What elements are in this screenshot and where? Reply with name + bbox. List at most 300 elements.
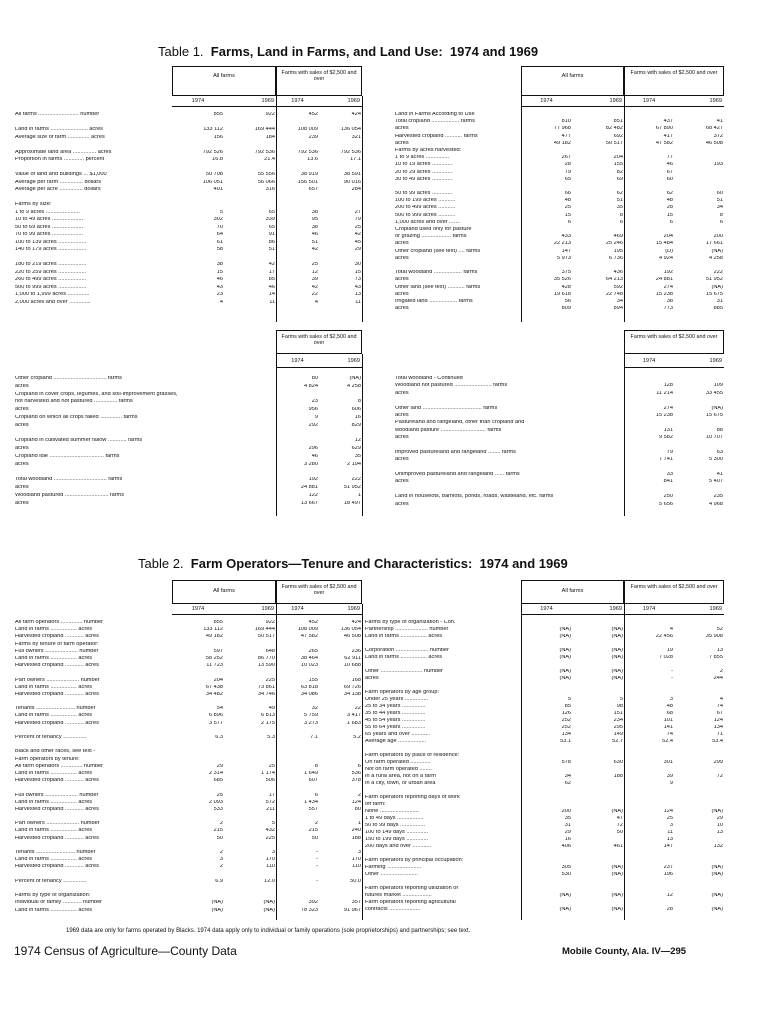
row-value: 66 — [564, 191, 571, 197]
t1-left-divider-2 — [362, 96, 363, 322]
t2-y1969-a: 1969 — [261, 606, 274, 612]
row-value — [224, 886, 276, 893]
row-label — [364, 746, 521, 753]
row-value — [674, 641, 724, 648]
row-value: 74 — [716, 704, 723, 709]
row-value: 43 — [354, 284, 361, 290]
row-value: 592 — [613, 284, 623, 290]
row-label: acres — [365, 676, 379, 681]
row-value — [172, 699, 224, 706]
row-value — [172, 757, 224, 764]
row-value — [624, 753, 674, 760]
row-value: 17 — [268, 792, 275, 798]
t1-lower-right-rule — [624, 367, 724, 368]
row-value: 50 — [216, 835, 223, 841]
table-row — [14, 392, 362, 400]
row-label: Land in farms ................. acres — [15, 627, 93, 633]
table-row — [14, 431, 362, 439]
row-label: Land in farms ................. acres — [15, 857, 93, 863]
row-value — [572, 148, 624, 155]
row-value: 7 028 — [659, 655, 673, 660]
table-row — [14, 656, 362, 663]
row-value: 5 300 — [709, 457, 723, 463]
row-value: 196 — [663, 872, 673, 877]
row-value: 70 — [216, 224, 223, 230]
row-value: 85 — [564, 704, 571, 709]
row-value: 79 — [354, 217, 361, 222]
row-label: Improved pastureland and rangeland ........ farms — [395, 449, 516, 455]
row-value: 63 — [716, 449, 723, 455]
row-value: 6 — [669, 219, 673, 225]
row-label: In a rural area, not on a farm — [365, 774, 436, 779]
table-row — [394, 112, 724, 119]
row-value: 5 407 — [709, 479, 723, 485]
row-value: 41 — [716, 119, 723, 125]
table-row — [14, 642, 362, 649]
row-value: 841 — [663, 479, 673, 485]
table-row — [14, 127, 362, 135]
row-label: Woodland pastured ............................ farms — [15, 492, 125, 498]
row-value: 5 — [219, 209, 223, 215]
table-row — [14, 240, 362, 248]
row-value: 12 — [354, 438, 361, 444]
table-row — [364, 634, 724, 641]
row-value: 80 — [354, 806, 361, 812]
row-value: 91 967 — [343, 907, 361, 913]
row-value: 648 — [265, 648, 275, 654]
row-label: 30 to 49 acres ............. — [395, 176, 453, 182]
row-value — [319, 670, 362, 677]
row-label: Part owners ..................... number — [15, 821, 100, 827]
row-value: 69 — [616, 176, 623, 182]
row-label: Farming ...................... — [365, 865, 422, 870]
row-value: 8 — [314, 763, 318, 769]
row-value: 5 — [619, 697, 623, 702]
row-value: 50.0 — [350, 878, 361, 884]
row-value — [521, 662, 572, 669]
row-value: 155 — [613, 162, 623, 168]
table-row — [14, 864, 362, 871]
row-value: 136 054 — [340, 127, 361, 132]
row-value: 67 438 — [205, 684, 223, 690]
table-row — [364, 774, 724, 781]
row-value: 124 — [351, 799, 361, 805]
row-value: 10 707 — [705, 435, 723, 441]
table-row — [364, 718, 724, 725]
table-row — [14, 843, 362, 850]
row-value: 34 — [616, 298, 623, 304]
row-value: (NA) — [611, 627, 623, 632]
table-row — [364, 732, 724, 739]
row-value — [224, 670, 276, 677]
t1-y1974-a: 1974 — [191, 98, 205, 104]
row-label — [14, 470, 276, 478]
row-label: Land in farms ................. acres — [15, 799, 93, 805]
row-value: 477 — [561, 133, 571, 139]
row-label: 1,000 to 1,999 acres .............. — [15, 292, 90, 297]
table-row — [364, 865, 724, 872]
row-value — [624, 227, 674, 234]
row-value: 14 — [268, 292, 275, 297]
row-value: 3 — [669, 697, 673, 702]
row-value: 4 — [719, 697, 723, 702]
row-label — [14, 785, 172, 792]
row-value: 3 273 — [304, 720, 318, 726]
row-value: 792 536 — [254, 149, 275, 155]
row-value: 13 — [716, 830, 723, 835]
row-value: 50 708 — [205, 172, 223, 177]
row-value — [624, 767, 674, 774]
row-value: (NA) — [711, 865, 723, 870]
row-label: All farm operators .............. number — [15, 763, 103, 769]
row-value: 809 — [561, 306, 571, 312]
row-value: 339 — [265, 217, 275, 222]
row-value: 321 — [351, 134, 361, 140]
row-value — [624, 487, 674, 494]
row-value: 222 — [713, 270, 723, 276]
row-value: 204 — [613, 155, 623, 161]
t2-right-header-rule — [521, 614, 724, 615]
row-value: 2 — [219, 850, 223, 855]
row-value — [276, 470, 319, 478]
table-row — [14, 814, 362, 821]
row-label — [394, 465, 624, 472]
row-value: 132 — [713, 844, 723, 849]
table-row — [14, 202, 362, 210]
row-value: 225 — [265, 835, 275, 841]
row-value: 19 — [666, 648, 673, 653]
row-label: Average age .................. — [365, 739, 427, 744]
row-value: 851 — [613, 119, 623, 125]
row-value: (NA) — [711, 893, 723, 898]
row-value: 885 — [713, 306, 723, 312]
row-value — [624, 465, 674, 472]
row-value — [172, 165, 224, 173]
table-row — [394, 465, 724, 472]
table-row — [14, 886, 362, 893]
row-value — [276, 670, 319, 677]
t1-y1974-b: 1974 — [291, 98, 304, 104]
row-value: 215 — [213, 828, 223, 834]
row-value: 533 — [213, 806, 223, 812]
table-row — [14, 446, 362, 454]
row-label: 140 to 179 acres .................. — [15, 247, 87, 252]
footer-county-page: Mobile County, Ala. IV—295 — [562, 946, 687, 957]
table-row — [364, 739, 724, 746]
row-value: 133 112 — [203, 127, 223, 132]
row-value — [521, 683, 572, 690]
table-row — [14, 793, 362, 800]
row-value: 2 — [219, 864, 223, 870]
table-row — [14, 462, 362, 470]
row-label — [364, 641, 521, 648]
row-value: 63 818 — [300, 684, 318, 690]
row-value: 437 — [663, 119, 673, 125]
table-row — [364, 767, 724, 774]
row-value: 52.4 — [662, 739, 673, 744]
table1-right-block — [394, 112, 724, 313]
row-value — [224, 202, 276, 210]
row-label: acres — [395, 291, 409, 297]
row-value — [624, 662, 674, 669]
table-row — [14, 470, 362, 478]
row-value — [319, 893, 362, 900]
table-row — [364, 753, 724, 760]
t1r-header-allfarms: All farms — [561, 73, 584, 79]
row-label: Land in farms ................. acres — [365, 634, 443, 639]
row-value: 792 536 — [297, 149, 318, 155]
row-value — [319, 843, 362, 850]
table-row — [14, 713, 362, 720]
table-row — [394, 241, 724, 248]
row-value: 424 — [351, 112, 361, 117]
table-row — [364, 704, 724, 711]
row-value: 15 675 — [705, 412, 723, 418]
table-row — [14, 384, 362, 392]
row-value: 922 — [265, 620, 275, 625]
table-row — [394, 126, 724, 133]
row-value: (D) — [665, 248, 673, 254]
row-value: 685 — [213, 778, 223, 784]
t2r-y1974-b: 1974 — [642, 606, 656, 612]
row-value — [521, 879, 572, 886]
row-value — [624, 802, 674, 809]
row-label: Harvested cropland ............ acres — [15, 720, 99, 726]
row-label: acres — [395, 126, 409, 132]
row-value — [172, 814, 224, 821]
row-value: 151 — [613, 711, 623, 716]
row-value: 65 — [268, 224, 275, 230]
row-value: 4 — [314, 299, 318, 305]
table-row — [394, 428, 724, 435]
row-value: 71 — [716, 732, 723, 737]
row-value: 7.1 — [310, 735, 318, 740]
row-value — [276, 893, 319, 900]
row-value: 24 881 — [655, 277, 673, 283]
row-value — [172, 255, 224, 263]
table-row — [14, 407, 362, 415]
row-value: 53.1 — [560, 739, 571, 744]
table-row — [364, 746, 724, 753]
table-row — [364, 760, 724, 767]
t2r-header-sales: Farms with sales of $2,500 and over — [630, 584, 718, 590]
table-row — [394, 306, 724, 313]
row-value: (NA) — [211, 907, 223, 913]
row-label: acres — [395, 457, 409, 463]
row-value — [276, 785, 319, 792]
row-value: 34 138 — [343, 691, 361, 697]
table2-left-block — [14, 620, 362, 915]
row-value — [572, 767, 624, 774]
row-value: 31 — [716, 298, 723, 304]
row-value: 42 — [311, 284, 318, 290]
row-value: 106 051 — [202, 179, 223, 185]
row-value: 52.7 — [612, 739, 623, 744]
row-value: 21.4 — [264, 157, 275, 162]
row-value: 305 — [561, 865, 571, 870]
t1r-y1974-b: 1974 — [642, 98, 656, 104]
row-value: 13 — [354, 292, 361, 297]
t2-header-allfarms: All farms — [213, 588, 235, 594]
table-row — [394, 141, 724, 148]
row-value: 15 484 — [655, 241, 673, 247]
row-value — [172, 670, 224, 677]
row-value: 1 649 — [304, 770, 318, 776]
row-value: 2 — [219, 821, 223, 827]
row-label: 1 to 49 days ................. — [365, 816, 424, 821]
row-label: Other ........................ — [365, 872, 418, 877]
row-value: 124 — [713, 718, 723, 723]
row-value: 62 — [564, 781, 571, 786]
row-value — [521, 900, 572, 907]
row-value: 855 — [213, 620, 223, 625]
row-label — [14, 886, 172, 893]
row-value — [319, 785, 362, 792]
row-value — [276, 843, 319, 850]
row-value: 13 667 — [300, 500, 318, 506]
row-value: 51 952 — [705, 277, 723, 283]
row-value — [572, 858, 624, 865]
row-value: 34 — [716, 205, 723, 211]
row-value: 23 — [311, 399, 318, 405]
row-value: 46 508 — [343, 634, 361, 640]
row-value: 657 — [308, 187, 318, 192]
row-label: 25 to 34 years ............... — [365, 704, 426, 709]
row-value: 32 — [311, 706, 318, 712]
row-value: 25 — [354, 224, 361, 230]
row-value: 3 577 — [209, 720, 223, 726]
row-value: 50 — [311, 835, 318, 841]
row-value: 19 618 — [553, 291, 571, 297]
table-row — [394, 472, 724, 479]
row-label — [14, 872, 172, 879]
table-row — [364, 879, 724, 886]
row-value: 73 861 — [257, 684, 275, 690]
row-value — [521, 227, 572, 234]
row-value — [319, 642, 362, 649]
table-row — [14, 180, 362, 188]
row-value: (NA) — [559, 676, 571, 681]
row-value: 607 — [308, 778, 318, 784]
table-row — [14, 135, 362, 143]
row-value — [674, 376, 724, 383]
row-label: Harvested cropland ............ acres — [15, 691, 99, 697]
row-value — [319, 470, 362, 478]
row-label: Farm operators by principal occupation: — [365, 858, 464, 863]
row-label: 35 to 44 years ............... — [365, 711, 426, 716]
row-value: 375 — [561, 270, 571, 276]
row-value: 38 — [311, 224, 318, 230]
row-value: 73 — [354, 277, 361, 282]
row-label: Partnership ..................... number — [365, 627, 449, 632]
table-row — [364, 648, 724, 655]
row-value — [224, 785, 276, 792]
row-value: 452 — [308, 112, 318, 117]
table-row — [394, 227, 724, 234]
row-value: 506 — [265, 778, 275, 784]
row-label: All farms .......................... number — [15, 112, 100, 117]
row-label: Harvested cropland ............ acres — [15, 864, 99, 870]
row-label — [14, 699, 172, 706]
row-value: 147 — [663, 844, 673, 849]
row-value: 12.0 — [264, 878, 275, 884]
table-row — [394, 443, 724, 450]
row-value: 53.4 — [712, 739, 723, 744]
row-value: 51 — [716, 198, 723, 204]
table-row — [364, 830, 724, 837]
row-value: 432 — [265, 828, 275, 834]
row-value: 80 — [311, 376, 318, 381]
table-row — [394, 292, 724, 299]
row-label: acres — [15, 446, 29, 452]
table-row — [14, 232, 362, 240]
row-label: Farm operators by place of residence: — [365, 753, 460, 758]
table-row — [394, 148, 724, 155]
row-value: 6 — [719, 219, 723, 225]
row-value — [521, 641, 572, 648]
row-value: 22 213 — [553, 241, 571, 247]
table2-title-main: Farm Operators—Tenure and Characteristics: — [190, 556, 473, 571]
row-value: 13 — [666, 837, 673, 842]
row-value: 773 — [663, 306, 673, 312]
row-value — [224, 872, 276, 879]
row-value: 61 — [216, 239, 223, 245]
row-value: - — [671, 669, 673, 674]
row-value: 25 — [216, 792, 223, 798]
row-value: 792 526 — [202, 149, 223, 155]
row-value: 51 — [311, 239, 318, 245]
row-value: 68 — [666, 711, 673, 716]
row-label: Harvested cropland ............ acres — [15, 835, 99, 841]
row-value — [572, 795, 624, 802]
table2-right-block — [364, 620, 724, 914]
table-row — [364, 795, 724, 802]
t1-header-sales: Farms with sales of $2,500 and over — [281, 70, 357, 82]
table-row — [14, 821, 362, 828]
row-value — [674, 263, 724, 270]
table-row — [394, 494, 724, 501]
row-value — [521, 184, 572, 191]
table-row — [394, 213, 724, 220]
row-value: 956 — [308, 407, 318, 413]
row-value — [624, 398, 674, 405]
row-value — [624, 851, 674, 858]
row-value — [521, 148, 572, 155]
row-value: 69 726 — [343, 684, 361, 690]
row-value — [572, 753, 624, 760]
row-value: 3 280 — [304, 461, 318, 467]
table-row — [14, 485, 362, 493]
row-label: 70 to 99 acres .................... — [15, 232, 84, 237]
row-label: or grazing ................... farms — [395, 234, 467, 240]
row-value: 6 896 — [209, 713, 223, 719]
row-label: Farms by type of organization - Con. — [365, 620, 456, 625]
table-row — [394, 435, 724, 442]
row-label: Proportion in farms ............. percent — [15, 157, 105, 162]
row-value: 72 — [716, 774, 723, 779]
row-value — [276, 728, 319, 735]
row-label: 100 to 199 acres ........... — [395, 198, 456, 204]
row-value: 28 — [564, 162, 571, 168]
table-row — [364, 627, 724, 634]
row-label: 200 to 499 acres ........... — [395, 205, 456, 211]
row-value: 8 — [719, 212, 723, 218]
row-value — [674, 837, 724, 844]
row-value — [572, 620, 624, 627]
row-value: 204 — [213, 677, 223, 683]
row-value: 192 — [663, 270, 673, 276]
row-label: Other ........................... number — [365, 669, 444, 674]
